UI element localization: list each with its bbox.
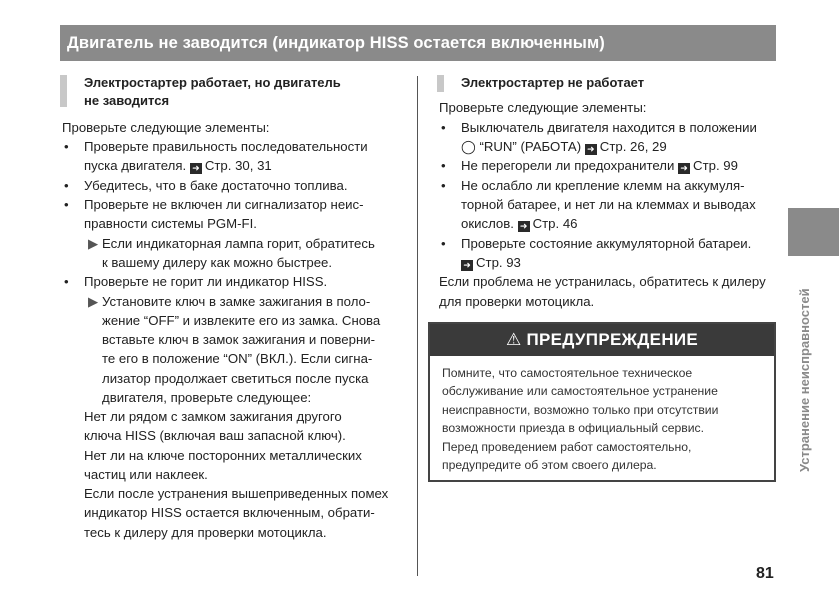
page-ref-icon: ➜ bbox=[678, 163, 690, 174]
list-item: Установите ключ в замке зажигания в поло- bbox=[102, 294, 371, 309]
list-item bbox=[461, 137, 667, 156]
warning-line: Перед проведением работ самостоятельно, bbox=[442, 439, 692, 454]
left-subtitle-line: не заводится bbox=[84, 93, 170, 108]
list-item: Выключатель двигателя находится в положении bbox=[461, 120, 757, 135]
list-item: торной батарее, и нет ли на клеммах и выводах bbox=[461, 197, 756, 212]
list-item-text: Не перегорели ли предохранители bbox=[461, 158, 675, 173]
list-item: Не ослабло ли крепление клемм на аккумуля- bbox=[461, 178, 745, 193]
page-ref-icon: ➜ bbox=[518, 221, 530, 232]
list-item: Проверьте правильность последовательности bbox=[84, 139, 368, 154]
bullet-dot-icon: • bbox=[441, 158, 446, 173]
warning-line: обслуживание или самостоятельное устранение bbox=[442, 384, 718, 399]
bullet-dot-icon: • bbox=[64, 197, 69, 212]
bullet-dot-icon: • bbox=[64, 139, 69, 154]
bullet-dot-icon: • bbox=[441, 236, 446, 251]
bullet-dot-icon: • bbox=[441, 120, 446, 135]
subtitle-marker bbox=[60, 75, 67, 107]
list-item-text: “RUN” (РАБОТА) bbox=[479, 139, 582, 154]
list-item: правности системы PGM-FI. bbox=[84, 216, 257, 231]
list-item: Нет ли рядом с замком зажигания другого bbox=[84, 409, 342, 424]
warning-icon: ⚠ bbox=[505, 330, 522, 349]
bullet-dot-icon: • bbox=[64, 274, 69, 289]
section-tab bbox=[788, 208, 839, 256]
list-item: Если индикаторная лампа горит, обратитесь bbox=[102, 236, 375, 251]
page-ref-icon: ➜ bbox=[585, 144, 597, 155]
page-title: Двигатель не заводится (индикатор HISS остается включенным) bbox=[60, 25, 776, 61]
list-item: частиц или наклеек. bbox=[84, 467, 208, 482]
page-number: 81 bbox=[756, 565, 774, 582]
warning-line: предупредите об этом своего дилера. bbox=[442, 458, 657, 473]
list-item: индикатор HISS остается включенным, обрати- bbox=[84, 505, 375, 520]
list-item-text: пуска двигателя. bbox=[84, 158, 187, 173]
list-item: Проверьте состояние аккумуляторной батареи. bbox=[461, 236, 752, 251]
page-ref: Стр. 46 bbox=[532, 216, 578, 231]
left-subtitle bbox=[84, 74, 341, 110]
section-label: Устранение неисправностей bbox=[797, 288, 812, 472]
subtitle-marker bbox=[437, 75, 444, 92]
list-item bbox=[461, 214, 578, 233]
warning-line: возможности приезда в официальный сервис. bbox=[442, 421, 705, 436]
left-intro: Проверьте следующие элементы: bbox=[62, 120, 270, 135]
warning-line: неисправности, возможно только при отсутствии bbox=[442, 402, 719, 417]
list-item: тесь к дилеру для проверки мотоцикла. bbox=[84, 525, 327, 540]
list-item: жение “OFF” и извлеките его из замка. Снова bbox=[102, 313, 381, 328]
bullet-dot-icon: • bbox=[64, 178, 69, 193]
list-item-text: окислов. bbox=[461, 216, 514, 231]
list-item: вставьте ключ в замок зажигания и поверни- bbox=[102, 332, 375, 347]
arrow-icon: ▶ bbox=[88, 294, 99, 309]
page-ref-icon: ➜ bbox=[190, 163, 202, 174]
list-item bbox=[461, 253, 521, 272]
list-item: для проверки мотоцикла. bbox=[439, 294, 595, 309]
list-item: Если после устранения вышеприведенных помех bbox=[84, 486, 389, 501]
bullet-dot-icon: • bbox=[441, 178, 446, 193]
list-item: Проверьте не включен ли сигнализатор неис- bbox=[84, 197, 364, 212]
list-item: двигателя, проверьте следующее: bbox=[102, 390, 312, 405]
page-ref: Стр. 26, 29 bbox=[599, 139, 667, 154]
warning-text bbox=[442, 364, 718, 474]
list-item: Нет ли на ключе посторонних металлических bbox=[84, 448, 362, 463]
page-ref: Стр. 99 bbox=[693, 158, 738, 173]
list-item: лизатор продолжает светиться после пуска bbox=[102, 371, 369, 386]
arrow-icon: ▶ bbox=[88, 236, 99, 251]
warning-line: Помните, что самостоятельное техническое bbox=[442, 366, 693, 380]
list-item: те его в положение “ON” (ВКЛ.). Если сигна- bbox=[102, 351, 373, 366]
page-ref: Стр. 30, 31 bbox=[204, 158, 272, 173]
list-item: к вашему дилеру как можно быстрее. bbox=[102, 255, 333, 270]
page-ref-icon: ➜ bbox=[461, 260, 473, 271]
warning-title: ПРЕДУПРЕЖДЕНИЕ bbox=[526, 330, 699, 349]
page-ref: Стр. 93 bbox=[476, 255, 521, 270]
right-subtitle: Электростартер не работает bbox=[461, 75, 645, 90]
warning-header bbox=[430, 324, 774, 356]
list-item: ключа HISS (включая ваш запасной ключ). bbox=[84, 428, 346, 443]
list-item bbox=[461, 156, 738, 175]
right-intro: Проверьте следующие элементы: bbox=[439, 100, 647, 115]
engine-stop-run-icon: ◯ bbox=[461, 139, 476, 154]
list-item bbox=[84, 156, 272, 175]
left-subtitle-line: Электростартер работает, но двигатель bbox=[84, 75, 341, 90]
list-item: Если проблема не устранилась, обратитесь к дилеру bbox=[439, 274, 766, 289]
column-divider bbox=[417, 76, 418, 576]
warning-box bbox=[428, 322, 776, 482]
list-item: Убедитесь, что в баке достаточно топлива. bbox=[84, 178, 348, 193]
list-item: Проверьте не горит ли индикатор HISS. bbox=[84, 274, 328, 289]
